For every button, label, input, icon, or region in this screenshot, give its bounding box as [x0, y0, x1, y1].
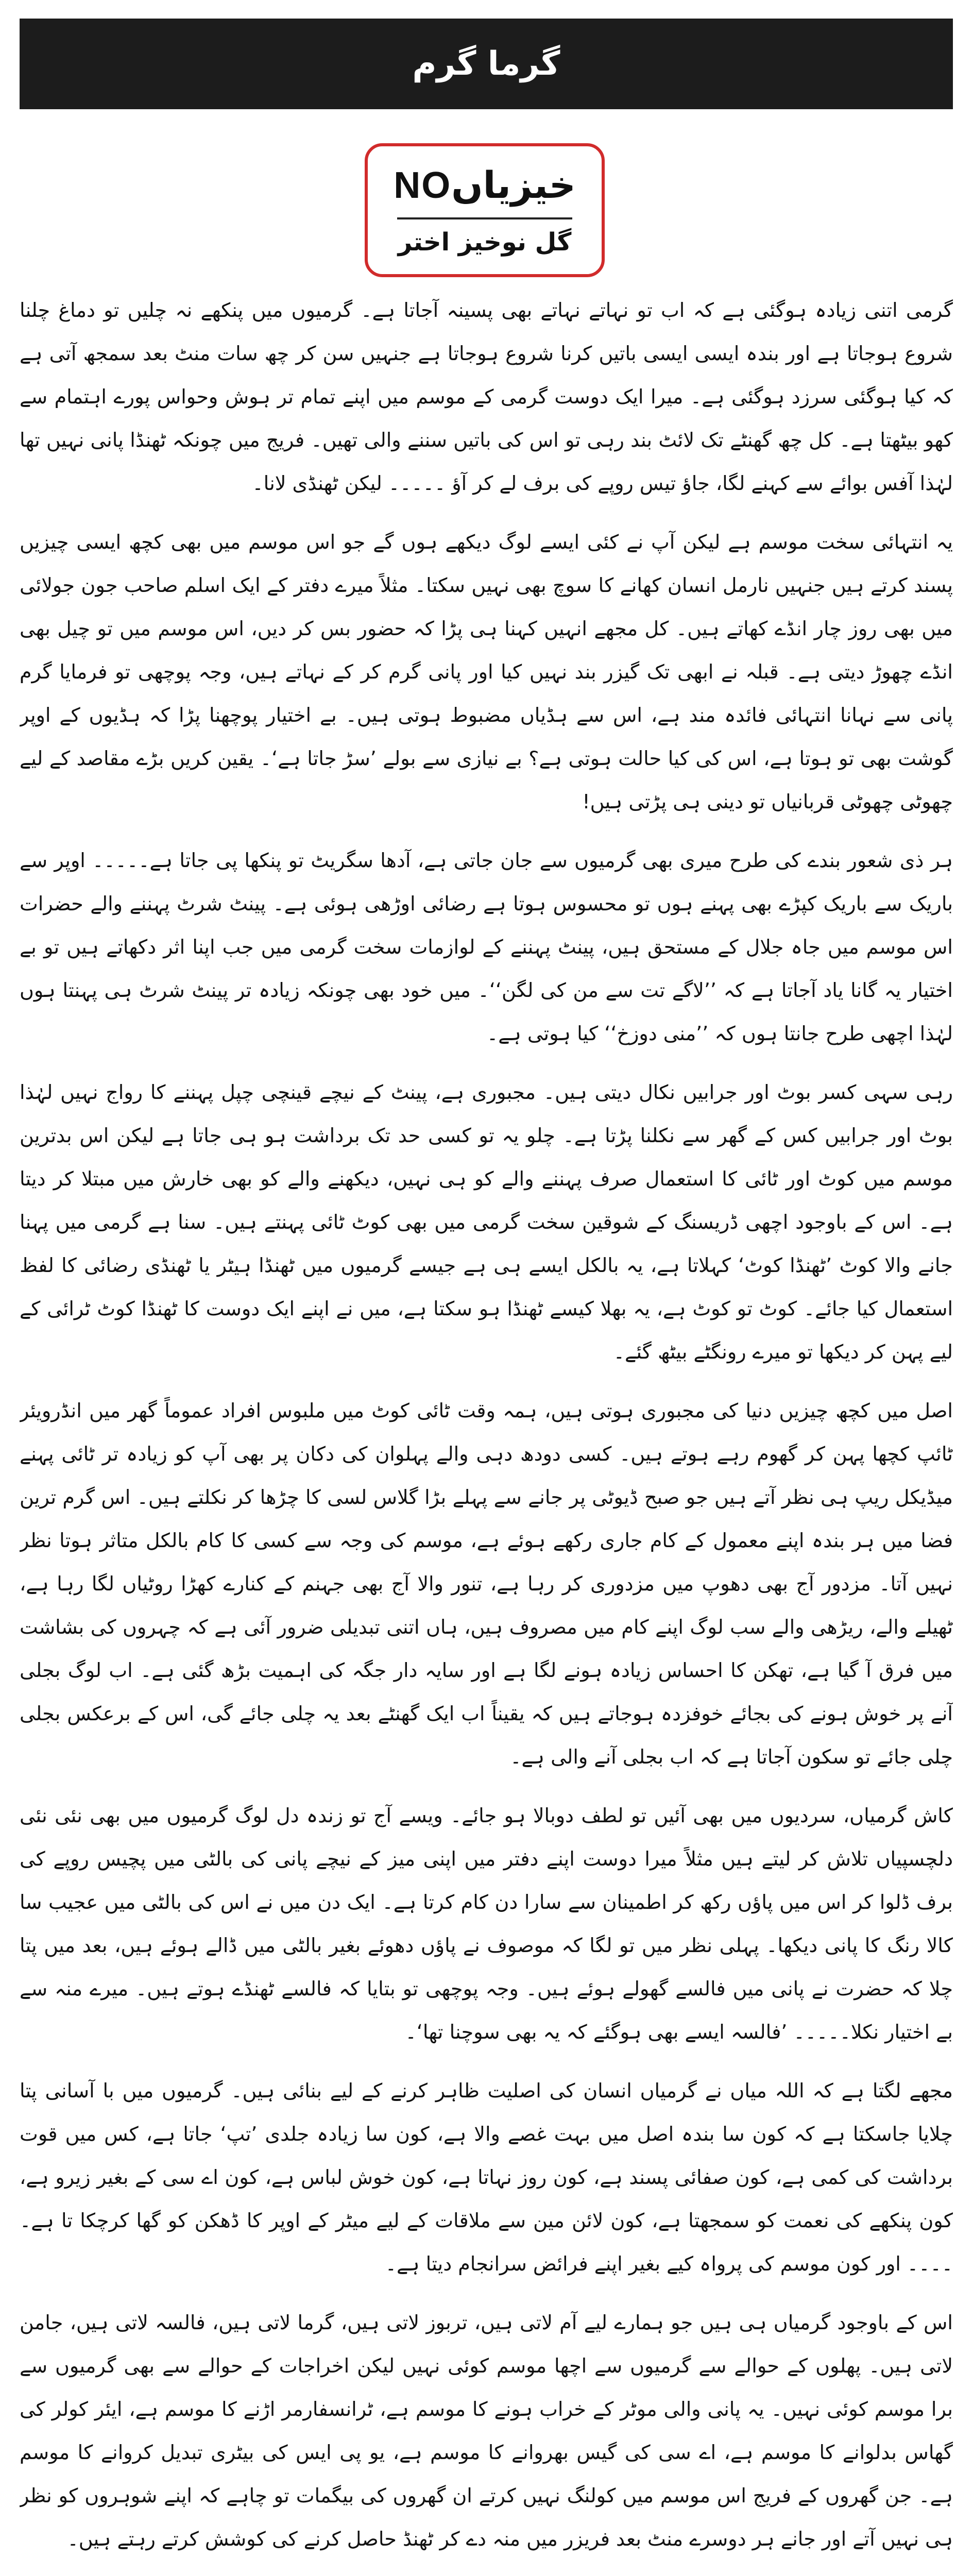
badge-divider	[397, 217, 572, 219]
column-name	[394, 163, 576, 207]
article-paragraph: مجھے لگتا ہے کہ اللہ میاں نے گرمیاں انسان کی اصلیت ظاہر کرنے کے لیے بنائی ہیں۔ گرمیوں میں با آسانی پتا چلایا جاسکتا ہے کہ کون سا بندہ اصل میں بہت غصے والا ہے، کون سا زیادہ جلدی ’تپ‘ جاتا ہے، کس میں قوت برداشت کی کمی ہے، کون صفائی پسند ہے، کون روز نہاتا ہے، کون خوش لباس ہے، کون اے سی کے بغیر زیرو ہے، کون پنکھے کی نعمت کو سمجھتا ہے، کون لائن مین سے ملاقات کے لیے میٹر کے اوپر کا ڈھکن کو گھا کرچکا تا ہے۔ ۔۔۔۔ اور کون موسم کی پرواہ کیے بغیر اپنے فرائض سرانجام دیتا ہے۔	[20, 2079, 953, 2275]
column-name-latin: NO	[394, 164, 452, 206]
article-paragraph: کاش گرمیاں، سردیوں میں بھی آئیں تو لطف دوبالا ہو جائے۔ ویسے آج تو زندہ دل لوگ گرمیوں میں بھی نئی نئی دلچسپیاں تلاش کر لیتے ہیں مثلاً میرا دوست اپنے دفتر میں اپنی میز کے نیچے پانی کی بالٹی میں پچیس روپے کی برف ڈلوا کر اس میں پاؤں رکھ کر اطمینان سے سارا دن کام کرتا ہے۔ ایک دن میں نے اس کی بالٹی میں عجیب سا کالا رنگ کا پانی دیکھا۔ پہلی نظر میں تو لگا کہ موصوف نے پاؤں دھوئے بغیر بالٹی میں ڈالے ہوئے ہیں، بعد میں پتا چلا کہ حضرت نے پانی میں فالسے گھولے ہوئے ہیں۔ وجہ پوچھی تو بتایا کہ فالسے ٹھنڈے ہوتے ہیں۔ میرے منہ سے بے اختیار نکلا۔۔۔۔۔ ’فالسہ ایسے بھی ہوگئے کہ یہ بھی سوچنا تھا‘۔	[20, 1804, 953, 2043]
article-paragraph: اس کے باوجود گرمیاں ہی ہیں جو ہمارے لیے آم لاتی ہیں، تربوز لاتی ہیں، گرما لاتی ہیں، فالسہ لاتی ہیں، جامن لاتی ہیں۔ پھلوں کے حوالے سے گرمیوں سے اچھا موسم کوئی نہیں لیکن اخراجات کے حوالے سے بھی گرمیوں سے برا موسم کوئی نہیں۔ یہ پانی والی موٹر کے خراب ہونے کا موسم ہے، ٹرانسفارمر اڑنے کا موسم ہے، ایئر کولر کی گھاس بدلوانے کا موسم ہے، اے سی کی گیس بھروانے کا موسم ہے، یو پی ایس کی بیٹری تبدیل کروانے کا موسم ہے۔ جن گھروں کے فریج اس موسم میں کولنگ نہیں کرتے ان گھروں کی بیگمات تو چاہے کہ اپنے شوہروں کو نظر ہی نہیں آتے اور جانے ہر دوسرے منٹ بعد فریزر میں منہ دے کر ٹھنڈ حاصل کرنے کی کوشش کرتے رہتے ہیں۔	[20, 2311, 953, 2550]
article-paragraph: رہی سہی کسر بوٹ اور جرابیں نکال دیتی ہیں۔ مجبوری ہے، پینٹ کے نیچے قینچی چپل پہننے کا رواج نہیں لہٰذا بوٹ اور جرابیں کس کے گھر سے نکلنا پڑتا ہے۔ چلو یہ تو کسی حد تک برداشت ہو ہی جاتا ہے لیکن اس بدترین موسم میں کوٹ اور ٹائی کا استعمال صرف پہننے والے کو ہی نہیں، دیکھنے والے کو بھی خارش میں مبتلا کر دیتا ہے۔ اس کے باوجود اچھی ڈریسنگ کے شوقین سخت گرمی میں بھی کوٹ ٹائی پہنتے ہیں۔ سنا ہے گرمی میں پہنا جانے والا کوٹ ’ٹھنڈا کوٹ‘ کہلاتا ہے، یہ بالکل ایسے ہی ہے جیسے گرمیوں میں ٹھنڈا ہیٹر یا ٹھنڈی رضائی کا لفظ استعمال کیا جائے۔ کوٹ تو کوٹ ہے، یہ بھلا کیسے ٹھنڈا ہو سکتا ہے، میں نے اپنے ایک دوست کا ٹھنڈا کوٹ ٹرائی کے لیے پہن کر دیکھا تو میرے رونگٹے بیٹھ گئے۔	[20, 1081, 953, 1363]
article-body	[20, 289, 953, 2576]
author-name: گل نوخیز اختر	[398, 227, 572, 257]
article-paragraph: گرمی اتنی زیادہ ہوگئی ہے کہ اب تو نہاتے نہاتے بھی پسینہ آجاتا ہے۔ گرمیوں میں پنکھے نہ چلیں تو دماغ چلنا شروع ہوجاتا ہے اور بندہ ایسی ایسی باتیں کرنا شروع ہوجاتا ہے جنہیں سن کر چھ سات منٹ بعد سمجھ آتی ہے کہ کیا ہوگئی سرزد ہوگئی ہے۔ میرا ایک دوست گرمی کے موسم میں اپنے تمام تر ہوش وحواس پورے اہتمام سے کھو بیٹھتا ہے۔ کل چھ گھنٹے تک لائٹ بند رہی تو اس کی باتیں سننے والی تھیں۔ فریج میں چونکہ ٹھنڈا پانی نہیں تھا لہٰذا آفس بوائے سے کہنے لگا، جاؤ تیس روپے کی برف لے کر آؤ ۔۔۔۔۔ لیکن ٹھنڈی لانا۔	[20, 299, 953, 495]
column-badge	[365, 143, 605, 277]
headline-bar	[20, 19, 953, 109]
column-name-urdu: خیزیاں	[451, 163, 576, 207]
article-paragraph: ہر ذی شعور بندے کی طرح میری بھی گرمیوں سے جان جاتی ہے، آدھا سگریٹ تو پنکھا پی جاتا ہے۔۔۔۔۔ اوپر سے باریک سے باریک کپڑے بھی پہنے ہوں تو محسوس ہوتا ہے رضائی اوڑھی ہوئی ہے۔ پینٹ شرٹ پہننے والے حضرات اس موسم میں جاہ جلال کے مستحق ہیں، پینٹ پہننے کے لوازمات سخت گرمی میں جب اپنا اثر دکھاتے ہیں تو بے اختیار یہ گانا یاد آجاتا ہے کہ ’’لاگے تت سے من کی لگن‘‘۔ میں خود بھی چونکہ زیادہ تر پینٹ شرٹ ہی پہنتا ہوں لہٰذا اچھی طرح جانتا ہوں کہ ’’منی دوزخ‘‘ کیا ہوتی ہے۔	[20, 849, 953, 1045]
headline-title: گرما گرم	[412, 45, 560, 83]
article-paragraph: اصل میں کچھ چیزیں دنیا کی مجبوری ہوتی ہیں، ہمہ وقت ٹائی کوٹ میں ملبوس افراد عموماً گھر میں انڈرویئر ٹائپ کچھا پہن کر گھوم رہے ہوتے ہیں۔ کسی دودھ دہی والے پہلوان کی دکان پر بھی آپ کو زیادہ تر ٹائی پہنے میڈیکل ریپ ہی نظر آتے ہیں جو صبح ڈیوٹی پر جانے سے پہلے بڑا گلاس لسی کا چڑھا کر نکلتے ہیں۔ اس گرم ترین فضا میں ہر بندہ اپنے معمول کے کام جاری رکھے ہوئے ہے، موسم کی وجہ سے کسی کا کام بالکل متاثر ہوتا نظر نہیں آتا۔ مزدور آج بھی دھوپ میں مزدوری کر رہا ہے، تنور والا آج بھی جہنم کے کنارے کھڑا روٹیاں لگا رہا ہے، ٹھیلے والے، ریڑھی والے سب لوگ اپنے کام میں مصروف ہیں، ہاں اتنی تبدیلی ضرور آئی ہے کہ چہروں کی بشاشت میں فرق آ گیا ہے، تھکن کا احساس زیادہ ہونے لگا ہے اور سایہ دار جگہ کی اہمیت بڑھ گئی ہے۔ اب لوگ بجلی آنے پر خوش ہونے کی بجائے خوفزدہ ہوجاتے ہیں کہ یقیناً اب ایک گھنٹے بعد یہ چلی جائے گی، اس کے برعکس بجلی چلی جائے تو سکون آجاتا ہے کہ اب بجلی آنے والی ہے۔	[20, 1399, 953, 1768]
article-paragraph: یہ انتہائی سخت موسم ہے لیکن آپ نے کئی ایسے لوگ دیکھے ہوں گے جو اس موسم میں بھی کچھ ایسی چیزیں پسند کرتے ہیں جنہیں نارمل انسان کھانے کا سوچ بھی نہیں سکتا۔ مثلاً میرے دفتر کے ایک اسلم صاحب جون جولائی میں بھی روز چار انڈے کھاتے ہیں۔ کل مجھے انہیں کہنا ہی پڑا کہ حضور بس کر دیں، اس موسم میں تو چیل بھی انڈے چھوڑ دیتی ہے۔ قبلہ نے ابھی تک گیزر بند نہیں کیا اور پانی گرم کر کے نہاتے ہیں، وجہ پوچھی تو فرمایا گرم پانی سے نہانا انتہائی فائدہ مند ہے، اس سے ہڈیاں مضبوط ہوتی ہیں۔ بے اختیار پوچھنا پڑا کہ ہڈیوں کے اوپر گوشت بھی تو ہوتا ہے، اس کی کیا حالت ہوتی ہے؟ بے نیازی سے بولے ’سڑ جاتا ہے‘۔ یقین کریں بڑے مقاصد کے لیے چھوٹی چھوٹی قربانیاں تو دینی ہی پڑتی ہیں!	[20, 531, 953, 813]
